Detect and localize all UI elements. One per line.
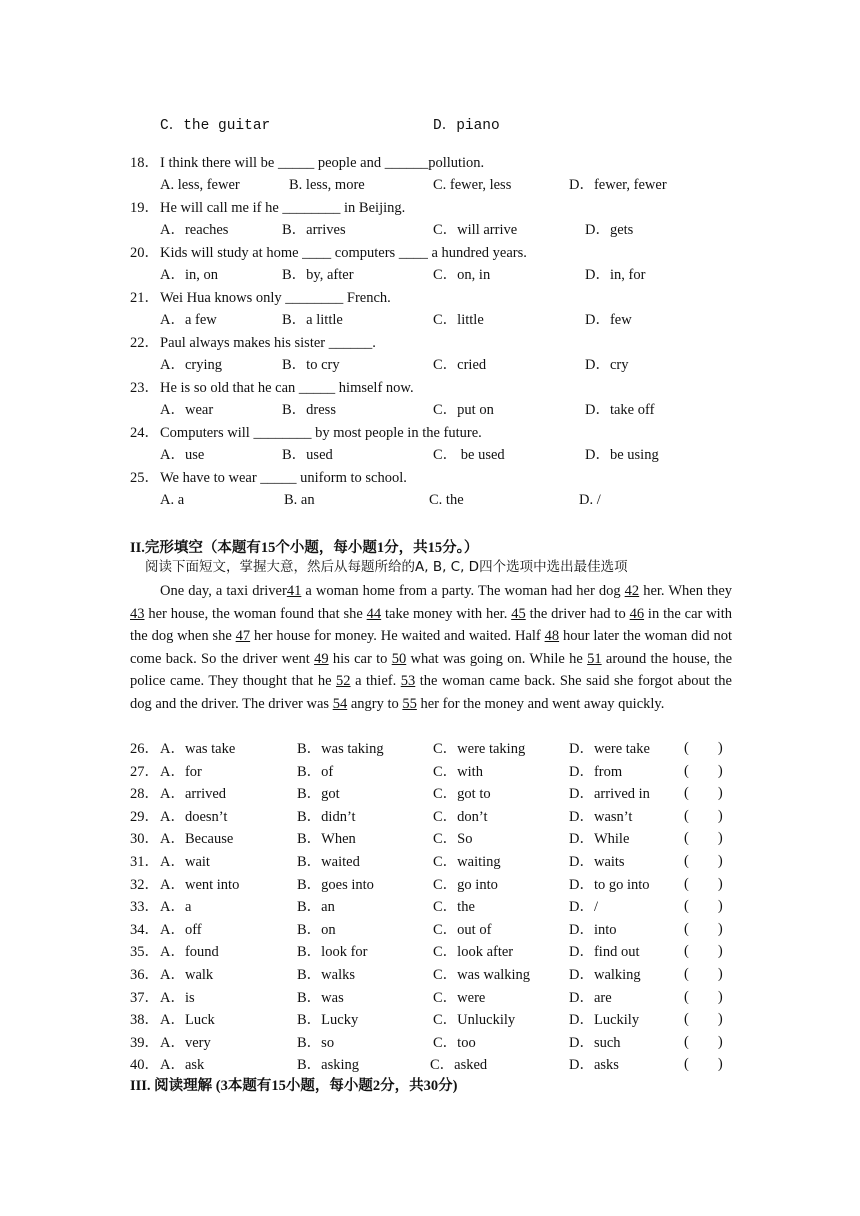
section-3-heading: III. 阅读理解 (3本题有15小题，每小题2分，共30分): [130, 1078, 458, 1094]
answer-option-c: C．on, in: [433, 267, 491, 283]
answer-option-c: C．waiting: [433, 854, 501, 870]
answer-option-c: C．will arrive: [433, 222, 518, 238]
answer-option-d: D．asks: [569, 1057, 619, 1074]
answer-option-c: C．the: [433, 899, 475, 916]
answer-option-b: B．When: [297, 831, 356, 848]
passage-text: angry to: [347, 695, 403, 712]
question-number: 21．: [130, 290, 159, 306]
answer-option-c: C．Unluckily: [433, 1012, 516, 1029]
answer-option-b: B. less, more: [289, 177, 365, 193]
question-number: 29．: [130, 808, 159, 825]
answer-option-b: B．waited: [297, 854, 360, 870]
question-number: 19．: [130, 200, 159, 216]
passage-text: her house, the woman found that she: [144, 605, 367, 622]
passage-text: One day, a taxi driver: [160, 583, 287, 599]
question-stem: Wei Hua knows only ________ French.: [160, 290, 391, 306]
answer-option-c: C．don’t: [433, 808, 488, 825]
answer-option-c: C．little: [433, 312, 484, 328]
answer-option-d: D．/: [569, 899, 598, 916]
answer-option-a: A．off: [160, 921, 202, 938]
answer-blank-parentheses[interactable]: ( ): [684, 853, 723, 869]
blank-number: 45: [511, 605, 526, 622]
answer-option-c: C．out of: [433, 921, 492, 938]
passage-text: hour later the woman did not come back. So the driver went: [130, 628, 733, 667]
question-stem: Paul always makes his sister ______.: [160, 335, 376, 351]
blank-number: 49: [314, 650, 329, 667]
answer-option-b: B．asking: [297, 1057, 360, 1074]
answer-option-a: A．wear: [160, 402, 214, 418]
answer-option-a: A．is: [160, 989, 195, 1006]
answer-option-d: D．are: [569, 989, 612, 1006]
answer-blank-parentheses[interactable]: ( ): [684, 966, 723, 982]
answer-option-d: D．walking: [569, 967, 641, 983]
answer-option-d: D．cry: [585, 357, 629, 373]
answer-option-c: C．asked: [430, 1057, 488, 1074]
answer-blank-parentheses[interactable]: ( ): [684, 762, 723, 779]
question-stem: We have to wear _____ uniform to school.: [160, 470, 407, 486]
question-number: 23．: [130, 380, 159, 396]
question-number: 18．: [130, 155, 159, 171]
section-2-instruction: 阅读下面短文，掌握大意，然后从每题所给的A, B, C, D四个选项中选出最佳选项: [145, 559, 628, 575]
answer-option-c: C．with: [433, 763, 483, 780]
passage-text: in the car with the dog when she: [130, 605, 732, 645]
question-number: 35．: [130, 944, 159, 961]
answer-option-a: A．crying: [160, 357, 223, 373]
answer-option-a: A．a few: [160, 312, 217, 328]
cloze-passage: [130, 580, 732, 716]
passage-text: a thief.: [350, 673, 401, 690]
answer-blank-parentheses[interactable]: ( ): [684, 740, 723, 756]
section-2-heading: II.完形填空（本题有15个小题，每小题1分，共15分。）: [130, 540, 479, 556]
passage-text: around the house, the police came. They thought that he: [130, 650, 733, 690]
answer-option-b: B. an: [284, 492, 315, 508]
answer-option-a: A．a: [160, 899, 192, 916]
answer-option-c: C． be used: [433, 447, 505, 463]
passage-text: his car to: [328, 650, 392, 667]
blank-number: 42: [624, 583, 640, 599]
answer-option-d: D．find out: [569, 944, 640, 961]
answer-option-b: B．dress: [282, 402, 336, 418]
answer-option-a: A．in, on: [160, 267, 218, 283]
answer-option-d: D．arrived in: [569, 786, 650, 803]
question-number: 38．: [130, 1012, 159, 1029]
answer-option-c: C．got to: [433, 786, 491, 803]
question-stem: I think there will be _____ people and ______pollution.: [160, 155, 485, 171]
blank-number: 55: [402, 695, 417, 712]
answer-option-b: B．on: [297, 921, 336, 938]
question-number: 31．: [130, 854, 159, 870]
answer-option-b: B．used: [282, 447, 333, 463]
answer-option-c: C. the: [429, 492, 464, 508]
answer-option-d: D．to go into: [569, 876, 650, 893]
question-number: 28．: [130, 786, 159, 803]
passage-text: her for the money and went away quickly.: [416, 695, 665, 712]
answer-option-d: D．in, for: [585, 267, 646, 283]
answer-option-b: B．walks: [297, 967, 355, 983]
answer-option-b: B．a little: [282, 312, 343, 328]
answer-option-a: A．very: [160, 1034, 211, 1051]
answer-option-c: C．go into: [433, 876, 498, 893]
answer-blank-parentheses[interactable]: ( ): [684, 988, 723, 1005]
answer-option-a: A．reaches: [160, 222, 229, 238]
answer-option-d: D．gets: [585, 222, 634, 238]
question-number: 33．: [130, 899, 159, 916]
answer-option-c: C．look after: [433, 944, 514, 961]
answer-option-b: B．an: [297, 899, 335, 916]
question-number: 20．: [130, 245, 159, 261]
blank-number: 51: [587, 650, 602, 667]
blank-number: 54: [332, 695, 348, 712]
answer-option-d: D. /: [579, 492, 601, 508]
question-stem: Kids will study at home ____ computers ____ a hundred years.: [160, 245, 527, 261]
answer-option-a: A．use: [160, 447, 205, 463]
passage-text: her. When they: [639, 583, 732, 599]
answer-option-d: D．into: [569, 921, 617, 938]
answer-blank-parentheses[interactable]: ( ): [684, 785, 723, 802]
answer-option-a: A．Because: [160, 831, 234, 848]
answer-option-b: B．got: [297, 786, 340, 803]
answer-option-a: A．walk: [160, 967, 214, 983]
answer-option-b: B．was: [297, 989, 344, 1006]
passage-text: take money with her.: [381, 605, 512, 622]
option-c-guitar: C．the guitar: [160, 118, 271, 134]
answer-option-c: C．cried: [433, 357, 487, 373]
answer-option-a: A．was take: [160, 741, 236, 757]
answer-option-a: A. a: [160, 492, 185, 508]
answer-option-d: D．waits: [569, 854, 625, 870]
answer-blank-parentheses[interactable]: ( ): [684, 1056, 723, 1073]
answer-option-d: D．be using: [585, 447, 659, 463]
answer-option-c: C. fewer, less: [433, 177, 512, 193]
blank-number: 53: [400, 673, 416, 690]
passage-text: the woman came back. She said she forgot about the dog and the driver. The driver was: [130, 673, 732, 712]
answer-option-d: D．were take: [569, 741, 650, 757]
question-number: 30．: [130, 831, 159, 848]
answer-option-c: C．was walking: [433, 967, 531, 983]
question-number: 32．: [130, 876, 159, 893]
answer-option-a: A．Luck: [160, 1012, 215, 1029]
answer-option-b: B．by, after: [282, 267, 354, 283]
answer-option-a: A．went into: [160, 876, 240, 893]
passage-text: her house for money. He waited and waited. Half: [250, 628, 545, 645]
answer-option-d: D．take off: [585, 402, 655, 418]
answer-option-b: B．goes into: [297, 876, 374, 893]
answer-option-b: B．of: [297, 763, 334, 780]
answer-option-a: A．found: [160, 944, 219, 961]
blank-number: 41: [286, 583, 302, 599]
passage-text: a woman home from a party. The woman had her dog: [301, 583, 625, 599]
answer-option-b: B．was taking: [297, 741, 384, 757]
answer-option-a: A．for: [160, 763, 202, 780]
question-number: 24．: [130, 425, 159, 441]
answer-option-a: A．ask: [160, 1057, 205, 1074]
blank-number: 52: [336, 673, 351, 690]
question-number: 39．: [130, 1034, 159, 1051]
answer-option-c: C．put on: [433, 402, 494, 418]
answer-option-d: D．Luckily: [569, 1012, 640, 1029]
answer-option-b: B．didn’t: [297, 808, 356, 825]
answer-option-b: B．so: [297, 1034, 335, 1051]
blank-number: 43: [130, 605, 145, 622]
answer-blank-parentheses[interactable]: ( ): [684, 1033, 723, 1050]
answer-option-d: D．While: [569, 831, 630, 848]
blank-number: 46: [629, 605, 645, 622]
answer-blank-parentheses[interactable]: ( ): [684, 898, 723, 915]
answer-blank-parentheses[interactable]: ( ): [684, 875, 723, 892]
answer-option-b: B．arrives: [282, 222, 346, 238]
question-number: 27．: [130, 763, 159, 780]
answer-option-a: A．arrived: [160, 786, 227, 803]
answer-blank-parentheses[interactable]: ( ): [684, 1011, 723, 1028]
answer-option-a: A．wait: [160, 854, 210, 870]
question-stem: He is so old that he can _____ himself now.: [160, 380, 414, 396]
question-number: 25．: [130, 470, 159, 486]
answer-blank-parentheses[interactable]: ( ): [684, 807, 723, 824]
answer-blank-parentheses[interactable]: ( ): [684, 920, 723, 937]
answer-option-b: B．to cry: [282, 357, 340, 373]
question-stem: He will call me if he ________ in Beijing.: [160, 200, 406, 216]
question-number: 37．: [130, 989, 159, 1006]
answer-option-c: C．were: [433, 989, 486, 1006]
blank-number: 44: [366, 605, 382, 622]
answer-option-d: D．from: [569, 763, 623, 780]
blank-number: 47: [235, 628, 251, 645]
question-number: 22．: [130, 335, 159, 351]
option-d-piano: D．piano: [433, 118, 500, 134]
answer-option-b: B．look for: [297, 944, 368, 961]
answer-blank-parentheses[interactable]: ( ): [684, 830, 723, 847]
answer-option-c: C．were taking: [433, 741, 526, 757]
blank-number: 50: [391, 650, 407, 667]
answer-option-c: C．So: [433, 831, 473, 848]
blank-number: 48: [544, 628, 560, 645]
answer-option-d: D．fewer, fewer: [569, 177, 667, 193]
question-stem: Computers will ________ by most people in the future.: [160, 425, 482, 441]
question-number: 40．: [130, 1057, 159, 1074]
passage-text: what was going on. While he: [406, 650, 588, 667]
answer-option-d: D．such: [569, 1034, 621, 1051]
answer-option-d: D．wasn’t: [569, 808, 633, 825]
answer-option-b: B．Lucky: [297, 1012, 359, 1029]
passage-text: the driver had to: [525, 605, 630, 622]
answer-option-d: D．few: [585, 312, 632, 328]
answer-blank-parentheses[interactable]: ( ): [684, 943, 723, 960]
question-number: 26．: [130, 741, 159, 757]
answer-option-c: C．too: [433, 1034, 476, 1051]
question-number: 34．: [130, 921, 159, 938]
answer-option-a: A. less, fewer: [160, 177, 240, 193]
answer-option-a: A．doesn’t: [160, 808, 228, 825]
question-number: 36．: [130, 967, 159, 983]
